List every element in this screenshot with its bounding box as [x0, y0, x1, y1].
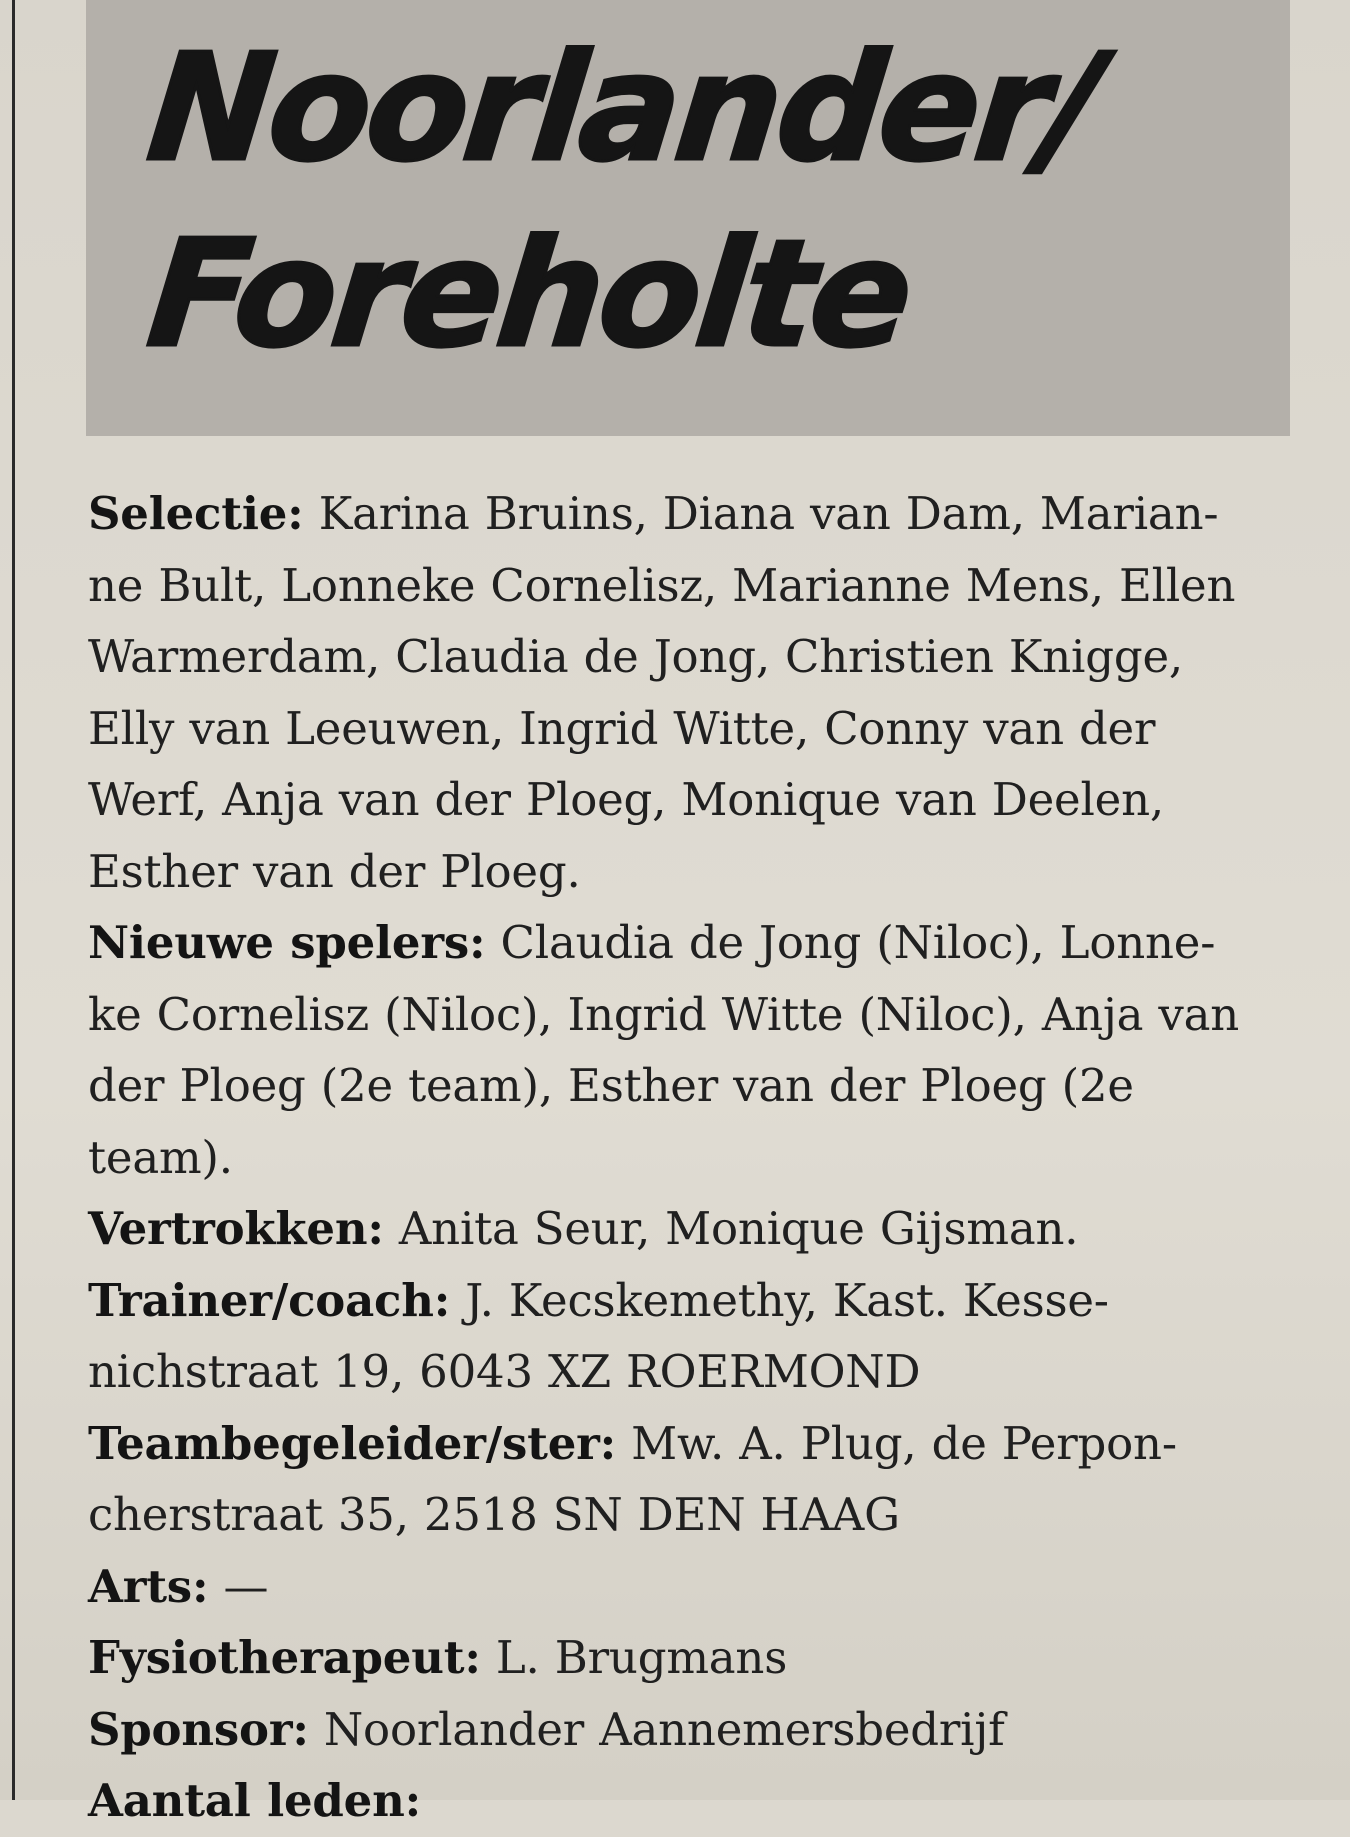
entry-value-line: Karina Bruins, Diana van Dam, Marian- — [318, 487, 1219, 540]
entry-nieuwe-spelers — [88, 907, 1288, 1193]
entry-value-line: der Ploeg (2e team), Esther van der Ploeg (2e — [88, 1059, 1134, 1112]
entry-label: Aantal leden: — [88, 1774, 422, 1827]
team-title-line-2: Foreholte — [140, 208, 917, 380]
entry-label: Teambegeleider/ster: — [88, 1416, 617, 1470]
entry-label: Sponsor: — [88, 1702, 309, 1756]
entry-fysiotherapeut — [88, 1622, 1288, 1694]
entry-value-line: Warmerdam, Claudia de Jong, Christien Knigge, — [88, 630, 1183, 683]
entry-value-line: Noorlander Aannemersbedrijf — [323, 1702, 1005, 1756]
entry-value-line: ke Cornelisz (Niloc), Ingrid Witte (Niloc), Anja van — [88, 987, 1240, 1041]
entry-value-line: Claudia de Jong (Niloc), Lonne- — [500, 916, 1216, 969]
entry-value-line: Anita Seur, Monique Gijsman. — [398, 1202, 1079, 1255]
entry-value-line: cherstraat 35, 2518 SN DEN HAAG — [88, 1488, 900, 1541]
entry-selectie — [88, 478, 1288, 907]
entry-value-line: — — [223, 1559, 269, 1613]
team-info-list — [88, 478, 1288, 1837]
entry-value-line: Elly van Leeuwen, Ingrid Witte, Conny van der — [88, 701, 1156, 755]
team-title-line-1: Noorlander/ — [140, 22, 1105, 194]
entry-value-line: nichstraat 19, 6043 XZ ROERMOND — [88, 1345, 921, 1398]
entry-label: Arts: — [88, 1559, 209, 1613]
entry-label: Selectie: — [88, 487, 304, 540]
entry-teambegeleider — [88, 1408, 1288, 1551]
entry-value-line: Esther van der Ploeg. — [88, 844, 581, 898]
entry-value-line: Werf, Anja van der Ploeg, Monique van Deelen, — [88, 773, 1165, 826]
entry-label: Trainer/coach: — [88, 1273, 451, 1327]
entry-vertrokken — [88, 1193, 1288, 1265]
entry-value-line: ne Bult, Lonneke Cornelisz, Marianne Mens, Ellen — [88, 558, 1236, 612]
entry-sponsor — [88, 1694, 1288, 1766]
entry-label: Fysiotherapeut: — [88, 1631, 481, 1684]
entry-value-line: J. Kecskemethy, Kast. Kesse- — [465, 1273, 1109, 1327]
entry-value-line: team). — [88, 1130, 233, 1184]
column-rule — [12, 0, 15, 1800]
entry-label: Nieuwe spelers: — [88, 916, 486, 969]
entry-value-line: Mw. A. Plug, de Perpon- — [631, 1416, 1177, 1470]
entry-trainer-coach — [88, 1265, 1288, 1408]
entry-label: Vertrokken: — [88, 1202, 384, 1255]
entry-aantal-leden — [88, 1765, 1288, 1837]
entry-value-line: L. Brugmans — [495, 1631, 788, 1684]
entry-arts — [88, 1551, 1288, 1623]
